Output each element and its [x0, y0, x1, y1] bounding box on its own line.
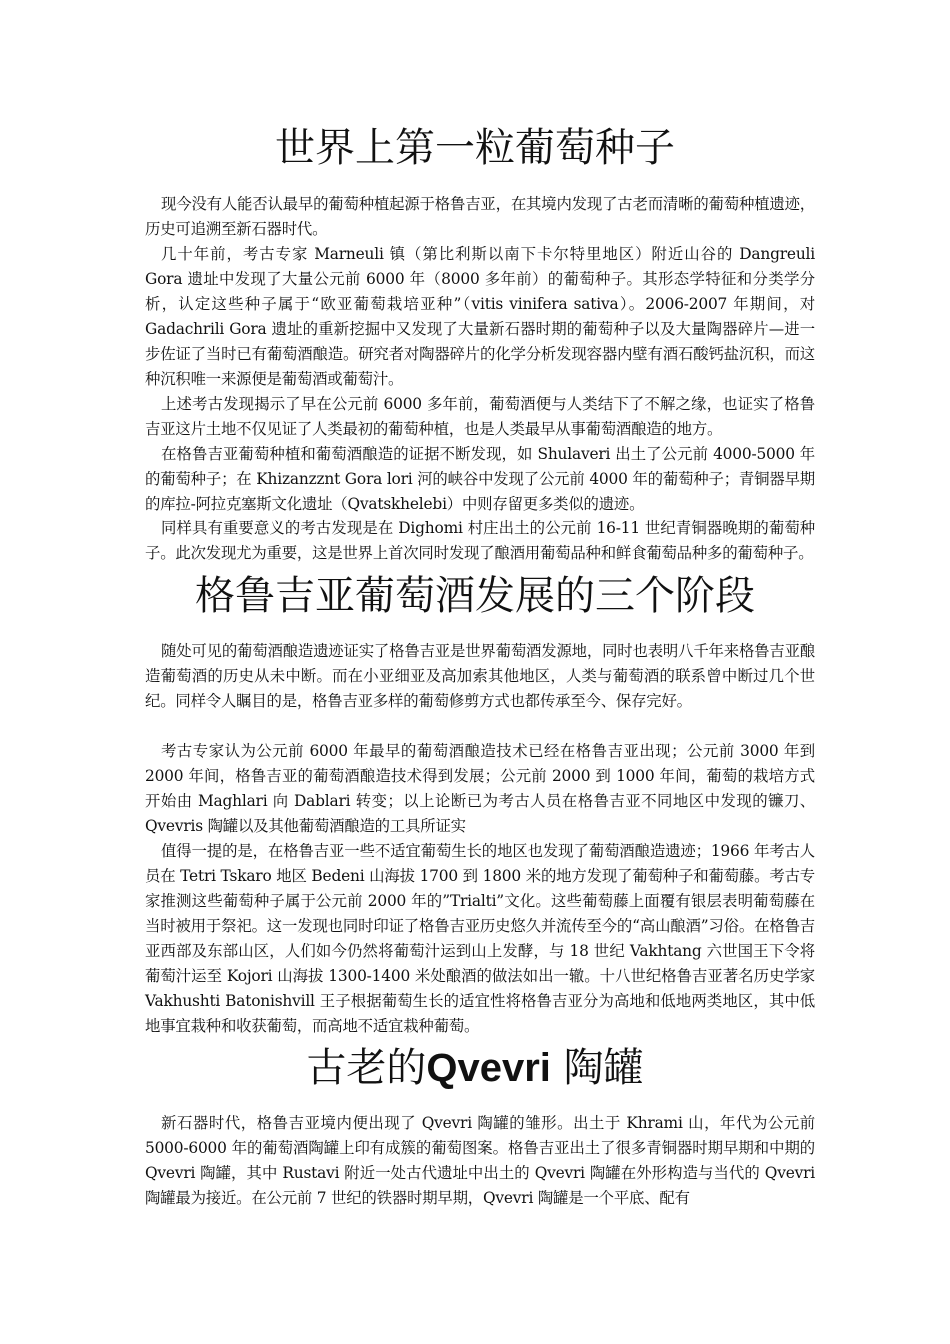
paragraph: 考古专家认为公元前 6000 年最早的葡萄酒酿造技术已经在格鲁吉亚出现；公元前 3000 年到 2000 年间，格鲁吉亚的葡萄酒酿造技术得到发展；公元前 2000 到 1000 年间，葡萄的栽培方式开始由 Maghlari 向 Dablari 转变；以上论断已为考古人员在格鲁吉亚不同地区中发现的镰刀、Qvevris 陶罐以及其他葡萄酒酿造的工具所证实	[145, 742, 815, 835]
paragraph: 同样具有重要意义的考古发现是在 Dighomi 村庄出土的公元前 16-11 世纪青铜器晚期的葡萄种子。此次发现尤为重要，这是世界上首次同时发现了酿酒用葡萄品种和鲜食葡萄品种多的葡萄种子。	[145, 519, 815, 562]
paragraph: 上述考古发现揭示了早在公元前 6000 多年前，葡萄酒便与人类结下了不解之缘，也证实了格鲁吉亚这片土地不仅见证了人类最初的葡萄种植，也是人类最早从事葡萄酒酿造的地方。	[145, 395, 815, 438]
paragraph: 值得一提的是，在格鲁吉亚一些不适宜葡萄生长的地区也发现了葡萄酒酿造遗迹；1966 年考古人员在 Tetri Tskaro 地区 Bedeni 山海拔 1700 到 1800 米的地方发现了葡萄种子和葡萄藤。考古专家推测这些葡萄种子属于公元前 2000 年的”Trialti”文化。这些葡萄藤上面覆有银层表明葡萄藤在当时被用于祭祀。这一发现也同时印证了格鲁吉亚历史悠久并流传至今的“高山酿酒”习俗。在格鲁吉亚西部及东部山区，人们如今仍然将葡萄汁运到山上发酵，与 18 世纪 Vakhtang 六世国王下令将葡萄汁运至 Kojori 山海拔 1300-1400 米处酿酒的做法如出一辙。十八世纪格鲁吉亚著名历史学家 Vakhushti Batonishvill 王子根据葡萄生长的适宜性将格鲁吉亚分为高地和低地两类地区，其中低地事宜栽种和收获葡萄，而高地不适宜栽种葡萄。	[145, 842, 815, 1035]
paragraph: 几十年前，考古专家 Marneuli 镇（第比利斯以南下卡尔特里地区）附近山谷的 Dangreuli Gora 遗址中发现了大量公元前 6000 年（8000 多年前）的葡萄种子。其形态学特征和分类学分析，认定这些种子属于“欧亚葡萄栽培亚种”（vitis vinifera sativa）。2006-2007 年期间，对 Gadachrili Gora 遗址的重新挖掘中又发现了大量新石器时期的葡萄种子以及大量陶器碎片—进一步佐证了当时已有葡萄酒酿造。研究者对陶器碎片的化学分析发现容器内壁有酒石酸钙盐沉积，而这种沉积唯一来源便是葡萄酒或葡萄汁。	[145, 245, 815, 388]
paragraph: 现今没有人能否认最早的葡萄种植起源于格鲁吉亚，在其境内发现了古老而清晰的葡萄种植遗迹，历史可追溯至新石器时代。	[145, 195, 815, 238]
section-title-ancient-qvevri	[0, 1044, 950, 1092]
title-latin-text: Qvevri	[426, 1046, 551, 1090]
paragraph: 随处可见的葡萄酒酿造遗迹证实了格鲁吉亚是世界葡萄酒发源地，同时也表明八千年来格鲁吉亚酿造葡萄酒的历史从未中断。而在小亚细亚及高加索其他地区，人类与葡萄酒的联系曾中断过几个世纪。同样令人瞩目的是，格鲁吉亚多样的葡萄修剪方式也都传承至今、保存完好。	[145, 642, 815, 710]
paragraph: 在格鲁吉亚葡萄种植和葡萄酒酿造的证据不断发现，如 Shulaveri 出土了公元前 4000-5000 年的葡萄种子；在 Khizanzznt Gora lori 河的峡谷中发现了公元前 4000 年的葡萄种子；青铜器早期的库拉-阿拉克塞斯文化遗址（Qvatskhelebi）中则存留更多类似的遗迹。	[145, 445, 815, 513]
section-title-three-stages: 格鲁吉亚葡萄酒发展的三个阶段	[195, 573, 755, 619]
paragraph: 新石器时代，格鲁吉亚境内便出现了 Qvevri 陶罐的雏形。出土于 Khrami 山，年代为公元前 5000-6000 年的葡萄酒陶罐上印有成簇的葡萄图案。格鲁吉亚出土了很多青铜器时期早期和中期的 Qvevri 陶罐，其中 Rustavi 附近一处古代遗址中出土的 Qvevri 陶罐在外形构造与当代的 Qvevri 陶罐最为接近。在公元前 7 世纪的铁器时期早期，Qvevri 陶罐是一个平底、配有	[145, 1114, 815, 1207]
title-text: 古老的	[306, 1045, 427, 1091]
title-text: 陶罐	[563, 1045, 644, 1091]
section-title-first-grape-seed: 世界上第一粒葡萄种子	[275, 125, 675, 171]
